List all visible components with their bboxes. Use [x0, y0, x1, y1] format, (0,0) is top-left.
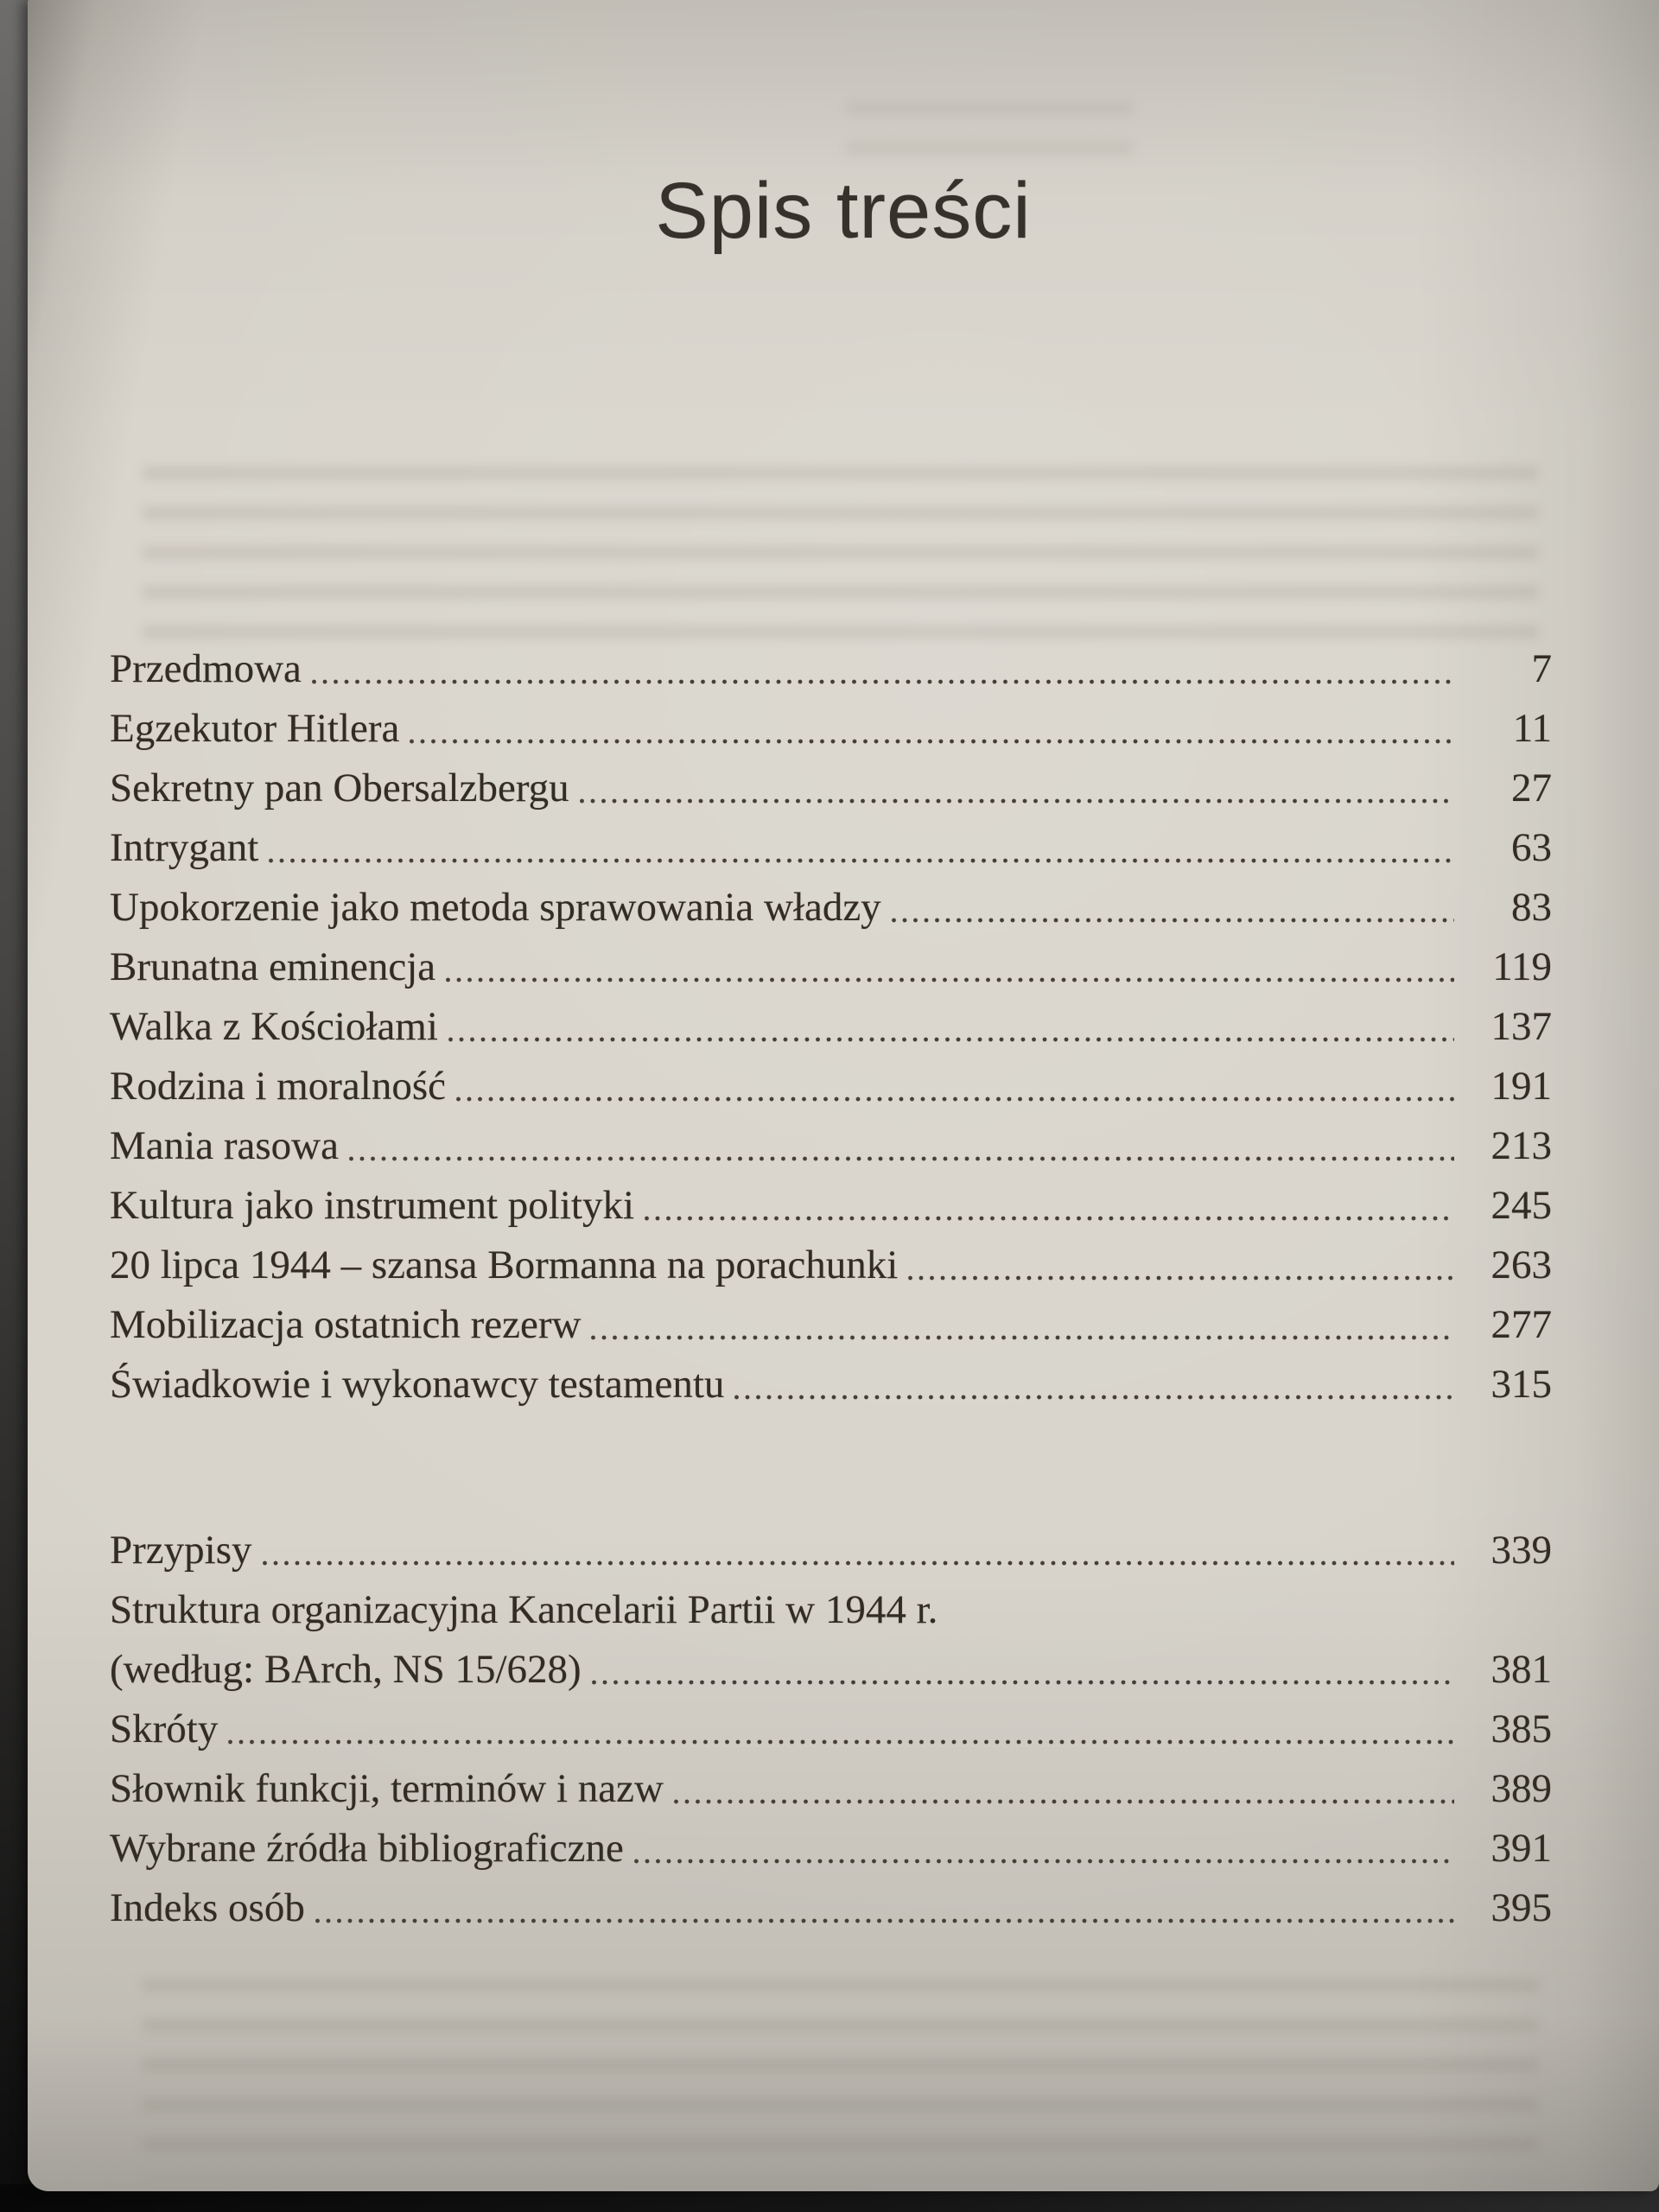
- toc-entry-page: 11: [1512, 706, 1552, 751]
- toc-entry-title: Słownik funkcji, terminów i nazw: [110, 1766, 664, 1811]
- toc-entry-page: 119: [1492, 944, 1552, 989]
- toc-entry-title: Upokorzenie jako metoda sprawowania władzy: [110, 885, 881, 930]
- toc-entry-page: 389: [1491, 1766, 1552, 1811]
- toc-entry: [110, 1759, 1552, 1819]
- toc-entry-page: 263: [1491, 1243, 1552, 1287]
- toc-entry: [110, 759, 1552, 818]
- toc-entry-page: 83: [1511, 885, 1552, 930]
- toc-entry: [110, 818, 1552, 878]
- toc-entry-page: 381: [1491, 1647, 1552, 1692]
- toc-entry-title: Sekretny pan Obersalzbergu: [110, 766, 569, 810]
- toc-entry: [110, 1355, 1552, 1414]
- toc-entry-title: Intrygant: [110, 825, 259, 870]
- toc-entry-title: Przypisy: [110, 1528, 252, 1573]
- page-showthrough: [143, 467, 1538, 645]
- dot-leader: [908, 1275, 1454, 1281]
- dot-leader: [591, 1335, 1454, 1340]
- toc-entry-page: 315: [1491, 1362, 1552, 1407]
- toc-entry-title: 20 lipca 1944 – szansa Bormanna na porachunki: [110, 1243, 899, 1287]
- toc-entry: [110, 997, 1552, 1057]
- toc-entry: [110, 878, 1552, 938]
- dot-leader: [448, 1037, 1454, 1042]
- dot-leader: [634, 1859, 1454, 1864]
- toc-entry-page: 191: [1491, 1064, 1552, 1109]
- toc-entry-title: Rodzina i moralność: [110, 1064, 446, 1109]
- toc-entry-title: Kultura jako instrument polityki: [110, 1183, 635, 1228]
- toc-entry-title: Przedmowa: [110, 646, 302, 691]
- toc-entry-page: 137: [1491, 1004, 1552, 1049]
- dot-leader: [315, 1918, 1454, 1923]
- dot-leader: [349, 1156, 1454, 1161]
- toc-entry-title: Świadkowie i wykonawcy testamentu: [110, 1362, 725, 1407]
- toc-entry: [110, 1057, 1552, 1116]
- toc-entry-page: 277: [1491, 1302, 1552, 1347]
- toc-section-backmatter: [110, 1521, 1552, 1938]
- toc-entry-title: (według: BArch, NS 15/628): [110, 1647, 582, 1692]
- dot-leader: [645, 1216, 1454, 1221]
- dot-leader: [592, 1680, 1454, 1685]
- dot-leader: [269, 858, 1454, 863]
- toc-entry: [110, 1878, 1552, 1938]
- toc-entry-title: Egzekutor Hitlera: [110, 706, 400, 751]
- toc-section-chapters: [110, 639, 1552, 1414]
- toc-entry: [110, 1640, 1552, 1700]
- toc-entry-page: 245: [1491, 1183, 1552, 1228]
- dot-leader: [228, 1739, 1454, 1745]
- dot-leader: [446, 977, 1454, 982]
- toc-entry-title: Indeks osób: [110, 1885, 305, 1930]
- dot-leader: [312, 679, 1454, 684]
- toc-entry-page: 213: [1491, 1123, 1552, 1168]
- toc-entry: [110, 1580, 1552, 1640]
- toc-entry-page: 7: [1531, 646, 1552, 691]
- dot-leader: [456, 1096, 1454, 1102]
- dot-leader: [892, 918, 1454, 923]
- toc-entry-title: Mobilizacja ostatnich rezerw: [110, 1302, 582, 1347]
- toc-entry-title: Mania rasowa: [110, 1123, 339, 1168]
- page-showthrough: [143, 1979, 1538, 2179]
- toc-entry-page: 63: [1511, 825, 1552, 870]
- toc-entry: [110, 1521, 1552, 1580]
- toc-entry-page: 339: [1491, 1528, 1552, 1573]
- toc-entry: [110, 1116, 1552, 1176]
- toc-entry: [110, 1176, 1552, 1236]
- dot-leader: [580, 798, 1454, 804]
- page-title: Spis treści: [655, 167, 1032, 255]
- toc-entry-page: 27: [1511, 766, 1552, 810]
- toc-entry-title: Skróty: [110, 1707, 219, 1751]
- toc-entry-title: Wybrane źródła bibliograficzne: [110, 1826, 624, 1871]
- toc-entry-page: 395: [1491, 1885, 1552, 1930]
- toc-entry: [110, 1819, 1552, 1878]
- dot-leader: [410, 739, 1454, 744]
- dot-leader: [263, 1560, 1455, 1566]
- toc-entry: [110, 699, 1552, 759]
- toc-entry: [110, 639, 1552, 699]
- toc-entry: [110, 938, 1552, 997]
- toc-entry: [110, 1700, 1552, 1759]
- toc-entry: [110, 1236, 1552, 1295]
- toc-entry-title: Brunatna eminencja: [110, 944, 436, 989]
- toc-entry-page: 391: [1491, 1826, 1552, 1871]
- toc-entry-page: 385: [1491, 1707, 1552, 1751]
- dot-leader: [734, 1395, 1454, 1400]
- dot-leader: [674, 1799, 1454, 1804]
- toc-entry-title: Walka z Kościołami: [110, 1004, 438, 1049]
- toc-entry-title: Struktura organizacyjna Kancelarii Partii w 1944 r.: [110, 1587, 938, 1632]
- toc-entry: [110, 1295, 1552, 1355]
